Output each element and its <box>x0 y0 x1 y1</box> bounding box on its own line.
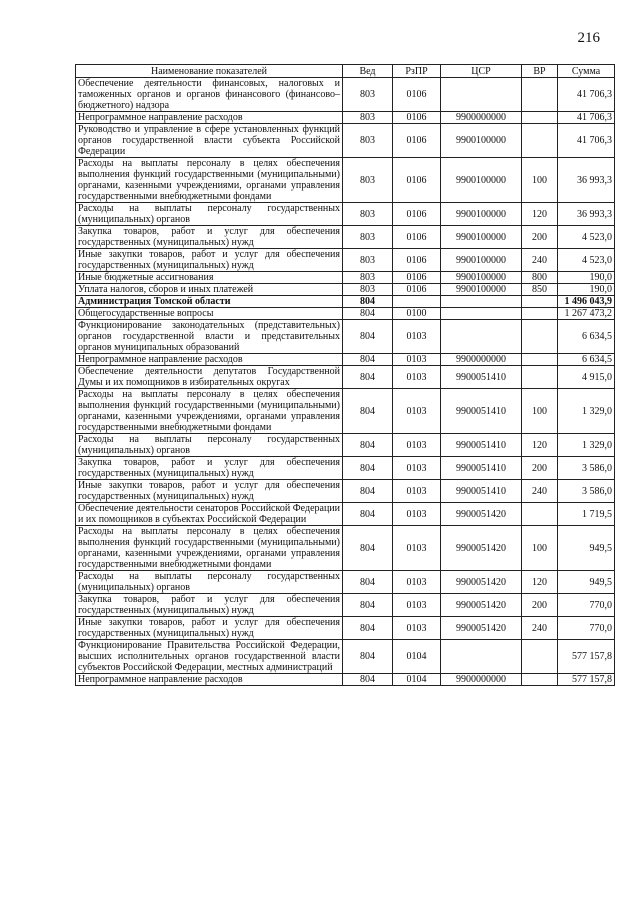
row-csr: 9900051420 <box>441 526 522 571</box>
row-ved: 804 <box>343 434 393 457</box>
row-sum: 949,5 <box>558 526 615 571</box>
row-name: Закупка товаров, работ и услуг для обеспечения государственных (муниципальных) нужд <box>76 594 343 617</box>
row-vr: 120 <box>522 203 558 226</box>
row-sum: 3 586,0 <box>558 480 615 503</box>
row-vr <box>522 640 558 674</box>
row-csr: 9900000000 <box>441 112 522 124</box>
row-csr: 9900100000 <box>441 158 522 203</box>
row-sum: 770,0 <box>558 594 615 617</box>
row-rzpr: 0106 <box>393 112 441 124</box>
budget-table <box>75 64 615 686</box>
row-ved: 804 <box>343 594 393 617</box>
row-sum: 36 993,3 <box>558 203 615 226</box>
row-rzpr: 0103 <box>393 366 441 389</box>
row-ved: 804 <box>343 389 393 434</box>
row-name: Иные закупки товаров, работ и услуг для обеспечения государственных (муниципальных) нужд <box>76 480 343 503</box>
row-ved: 803 <box>343 124 393 158</box>
row-vr: 100 <box>522 526 558 571</box>
table-header-row <box>76 65 615 78</box>
row-vr <box>522 503 558 526</box>
row-sum: 6 634,5 <box>558 320 615 354</box>
table-row <box>76 158 615 203</box>
table-row <box>76 124 615 158</box>
table-row <box>76 226 615 249</box>
table-body <box>76 78 615 686</box>
row-sum: 6 634,5 <box>558 354 615 366</box>
row-sum: 41 706,3 <box>558 124 615 158</box>
table-row <box>76 640 615 674</box>
row-name: Закупка товаров, работ и услуг для обеспечения государственных (муниципальных) нужд <box>76 457 343 480</box>
row-rzpr <box>393 296 441 308</box>
row-ved: 804 <box>343 308 393 320</box>
row-ved: 804 <box>343 526 393 571</box>
column-header-name: Наименование показателей <box>76 65 343 78</box>
row-csr: 9900100000 <box>441 124 522 158</box>
row-sum: 190,0 <box>558 284 615 296</box>
row-csr: 9900051410 <box>441 457 522 480</box>
row-rzpr: 0106 <box>393 226 441 249</box>
row-name: Иные закупки товаров, работ и услуг для обеспечения государственных (муниципальных) нужд <box>76 617 343 640</box>
table-row <box>76 284 615 296</box>
row-sum: 949,5 <box>558 571 615 594</box>
row-rzpr: 0104 <box>393 640 441 674</box>
row-ved: 804 <box>343 480 393 503</box>
row-ved: 804 <box>343 354 393 366</box>
table-row <box>76 249 615 272</box>
row-rzpr: 0106 <box>393 78 441 112</box>
row-name: Функционирование законодательных (представительных) органов государственной власти и представительных органов муниципальных образований <box>76 320 343 354</box>
row-name: Уплата налогов, сборов и иных платежей <box>76 284 343 296</box>
row-vr <box>522 308 558 320</box>
row-rzpr: 0103 <box>393 354 441 366</box>
row-vr: 800 <box>522 272 558 284</box>
row-csr: 9900100000 <box>441 284 522 296</box>
row-ved: 804 <box>343 617 393 640</box>
row-vr <box>522 674 558 686</box>
row-rzpr: 0103 <box>393 526 441 571</box>
table-row <box>76 571 615 594</box>
row-csr <box>441 78 522 112</box>
row-sum: 577 157,8 <box>558 640 615 674</box>
row-sum: 4 523,0 <box>558 249 615 272</box>
row-rzpr: 0103 <box>393 480 441 503</box>
table-row <box>76 526 615 571</box>
row-vr: 240 <box>522 249 558 272</box>
row-csr: 9900051410 <box>441 480 522 503</box>
table-row <box>76 480 615 503</box>
row-vr <box>522 112 558 124</box>
row-sum: 190,0 <box>558 272 615 284</box>
table-row <box>76 203 615 226</box>
row-vr: 120 <box>522 571 558 594</box>
table-row <box>76 389 615 434</box>
row-ved: 803 <box>343 226 393 249</box>
table-row <box>76 354 615 366</box>
row-ved: 804 <box>343 457 393 480</box>
row-csr <box>441 308 522 320</box>
row-csr: 9900100000 <box>441 272 522 284</box>
row-rzpr: 0103 <box>393 434 441 457</box>
row-name: Непрограммное направление расходов <box>76 354 343 366</box>
row-name: Закупка товаров, работ и услуг для обеспечения государственных (муниципальных) нужд <box>76 226 343 249</box>
row-vr <box>522 366 558 389</box>
row-rzpr: 0103 <box>393 571 441 594</box>
row-ved: 803 <box>343 158 393 203</box>
row-csr <box>441 640 522 674</box>
row-ved: 804 <box>343 503 393 526</box>
row-ved: 803 <box>343 249 393 272</box>
row-name: Расходы на выплаты персоналу государственных (муниципальных) органов <box>76 203 343 226</box>
column-header-rzpr: РзПР <box>393 65 441 78</box>
row-ved: 803 <box>343 272 393 284</box>
row-csr: 9900051420 <box>441 571 522 594</box>
table-row <box>76 78 615 112</box>
row-sum: 1 267 473,2 <box>558 308 615 320</box>
row-sum: 36 993,3 <box>558 158 615 203</box>
row-rzpr: 0106 <box>393 284 441 296</box>
row-sum: 3 586,0 <box>558 457 615 480</box>
row-csr <box>441 320 522 354</box>
row-name: Общегосударственные вопросы <box>76 308 343 320</box>
row-name: Руководство и управление в сфере установленных функций органов государственной власти субъекта Российской Федерации <box>76 124 343 158</box>
row-rzpr: 0106 <box>393 158 441 203</box>
row-sum: 1 329,0 <box>558 389 615 434</box>
table-row <box>76 457 615 480</box>
column-header-ved: Вед <box>343 65 393 78</box>
row-ved: 804 <box>343 571 393 594</box>
table-row <box>76 617 615 640</box>
row-ved: 803 <box>343 203 393 226</box>
row-rzpr: 0103 <box>393 320 441 354</box>
row-rzpr: 0103 <box>393 503 441 526</box>
row-vr: 200 <box>522 594 558 617</box>
row-name: Обеспечение деятельности сенаторов Российской Федерации и их помощников в субъектах Российской Федерации <box>76 503 343 526</box>
row-sum: 41 706,3 <box>558 78 615 112</box>
row-rzpr: 0106 <box>393 203 441 226</box>
row-name: Расходы на выплаты персоналу государственных (муниципальных) органов <box>76 571 343 594</box>
row-vr: 240 <box>522 617 558 640</box>
row-rzpr: 0104 <box>393 674 441 686</box>
row-csr: 9900051420 <box>441 594 522 617</box>
row-vr: 200 <box>522 457 558 480</box>
row-vr: 120 <box>522 434 558 457</box>
row-rzpr: 0103 <box>393 389 441 434</box>
row-sum: 1 719,5 <box>558 503 615 526</box>
table-row <box>76 308 615 320</box>
row-vr: 240 <box>522 480 558 503</box>
table-row <box>76 296 615 308</box>
row-csr: 9900100000 <box>441 249 522 272</box>
table-row <box>76 503 615 526</box>
row-vr <box>522 296 558 308</box>
row-ved: 804 <box>343 674 393 686</box>
row-sum: 1 329,0 <box>558 434 615 457</box>
row-csr <box>441 296 522 308</box>
row-ved: 804 <box>343 640 393 674</box>
row-vr: 100 <box>522 389 558 434</box>
row-ved: 803 <box>343 284 393 296</box>
row-csr: 9900100000 <box>441 226 522 249</box>
row-rzpr: 0103 <box>393 617 441 640</box>
row-name: Обеспечение деятельности депутатов Государственной Думы и их помощников в избирательных округах <box>76 366 343 389</box>
row-csr: 9900051420 <box>441 503 522 526</box>
row-rzpr: 0103 <box>393 594 441 617</box>
column-header-sum: Сумма <box>558 65 615 78</box>
row-rzpr: 0106 <box>393 124 441 158</box>
row-ved: 803 <box>343 78 393 112</box>
row-vr: 850 <box>522 284 558 296</box>
row-name: Обеспечение деятельности финансовых, налоговых и таможенных органов и органов финансового (финансово–бюджетного) надзора <box>76 78 343 112</box>
table-row <box>76 112 615 124</box>
row-name: Расходы на выплаты персоналу в целях обеспечения выполнения функций государственными (муниципальными) органами, казенными учреждениями, органами управления государственными внебюджетными фондами <box>76 389 343 434</box>
row-vr: 100 <box>522 158 558 203</box>
row-csr: 9900051410 <box>441 434 522 457</box>
column-header-csr: ЦСР <box>441 65 522 78</box>
row-vr: 200 <box>522 226 558 249</box>
table-row <box>76 366 615 389</box>
row-vr <box>522 320 558 354</box>
row-name: Расходы на выплаты персоналу в целях обеспечения выполнения функций государственными (муниципальными) органами, казенными учреждениями, органами управления государственными внебюджетными фондами <box>76 158 343 203</box>
row-name: Расходы на выплаты персоналу государственных (муниципальных) органов <box>76 434 343 457</box>
row-rzpr: 0103 <box>393 457 441 480</box>
row-csr: 9900051410 <box>441 389 522 434</box>
page-number: 216 <box>577 30 600 46</box>
column-header-vr: ВР <box>522 65 558 78</box>
row-name: Непрограммное направление расходов <box>76 112 343 124</box>
row-sum: 41 706,3 <box>558 112 615 124</box>
row-csr: 9900051410 <box>441 366 522 389</box>
row-ved: 803 <box>343 112 393 124</box>
row-name: Функционирование Правительства Российской Федерации, высших исполнительных органов государственной власти субъектов Российской Федерации, местных администраций <box>76 640 343 674</box>
row-name: Иные бюджетные ассигнования <box>76 272 343 284</box>
row-csr: 9900051420 <box>441 617 522 640</box>
row-sum: 770,0 <box>558 617 615 640</box>
row-ved: 804 <box>343 320 393 354</box>
row-name: Расходы на выплаты персоналу в целях обеспечения выполнения функций государственными (муниципальными) органами, казенными учреждениями, органами управления государственными внебюджетными фондами <box>76 526 343 571</box>
row-sum: 4 915,0 <box>558 366 615 389</box>
table-row <box>76 674 615 686</box>
table-row <box>76 320 615 354</box>
table-row <box>76 594 615 617</box>
row-vr <box>522 78 558 112</box>
row-ved: 804 <box>343 296 393 308</box>
row-ved: 804 <box>343 366 393 389</box>
row-vr <box>522 354 558 366</box>
row-name: Иные закупки товаров, работ и услуг для обеспечения государственных (муниципальных) нужд <box>76 249 343 272</box>
row-csr: 9900100000 <box>441 203 522 226</box>
row-sum: 577 157,8 <box>558 674 615 686</box>
row-sum: 1 496 043,9 <box>558 296 615 308</box>
row-name: Непрограммное направление расходов <box>76 674 343 686</box>
table-row <box>76 272 615 284</box>
row-csr: 9900000000 <box>441 674 522 686</box>
row-csr: 9900000000 <box>441 354 522 366</box>
row-rzpr: 0106 <box>393 272 441 284</box>
row-rzpr: 0100 <box>393 308 441 320</box>
row-name: Администрация Томской области <box>76 296 343 308</box>
table-row <box>76 434 615 457</box>
row-rzpr: 0106 <box>393 249 441 272</box>
row-vr <box>522 124 558 158</box>
row-sum: 4 523,0 <box>558 226 615 249</box>
